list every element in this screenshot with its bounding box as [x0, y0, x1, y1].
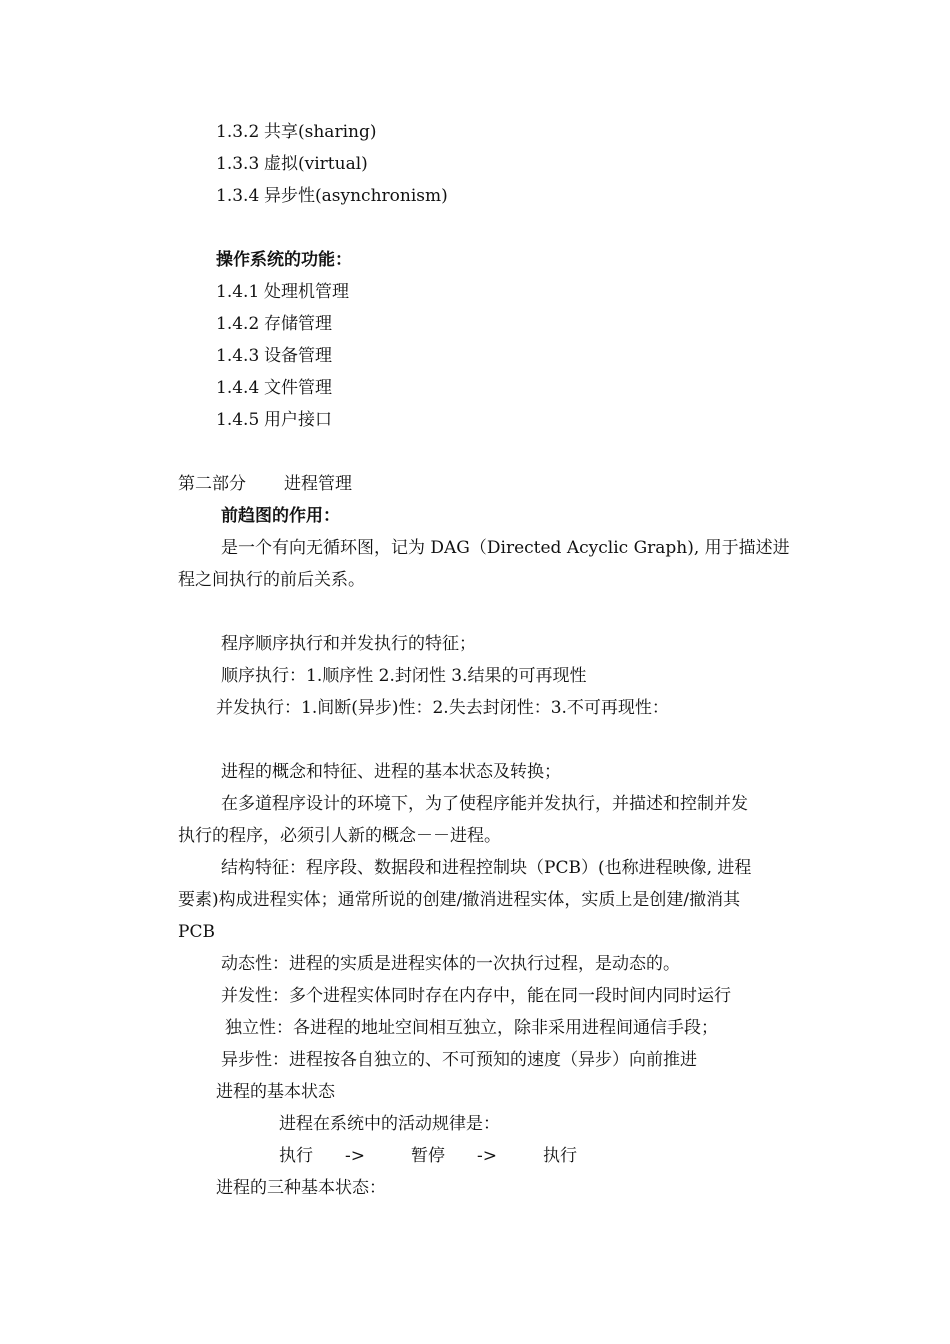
- three-states-heading: 进程的三种基本状态：: [216, 1178, 386, 1198]
- item-number: 1.4.4: [216, 378, 260, 398]
- activity-rule: 进程在系统中的活动规律是：: [279, 1114, 500, 1134]
- paragraph-line: 要素)构成进程实体；通常所说的创建/撤消进程实体，实质上是创建/撤消其: [178, 890, 741, 910]
- feature-concurrent: 并发性：多个进程实体同时存在内存中，能在同一段时间内同时运行: [221, 986, 731, 1006]
- item-text: 用户接口: [264, 410, 332, 430]
- item-text: 异步性(asynchronism): [264, 186, 448, 206]
- list-item: [216, 153, 368, 175]
- list-item: [216, 313, 332, 335]
- item-text: 文件管理: [264, 378, 332, 398]
- item-text: 设备管理: [264, 346, 332, 366]
- item-text: 存储管理: [264, 314, 332, 334]
- list-item: [216, 185, 448, 207]
- item-text: 虚拟(virtual): [264, 154, 368, 174]
- flow-arrow: ->: [477, 1146, 497, 1166]
- item-number: 1.4.5: [216, 410, 260, 430]
- paragraph-line: 程之间执行的前后关系。: [178, 570, 365, 590]
- item-number: 1.3.4: [216, 186, 260, 206]
- part-label: 第二部分: [178, 474, 246, 494]
- paragraph-line: 结构特征：程序段、数据段和进程控制块（PCB）(也称进程映像, 进程: [221, 858, 752, 878]
- flow-step: 执行: [279, 1146, 313, 1166]
- section-heading: [178, 473, 352, 495]
- feature-asynchronous: 异步性：进程按各自独立的、不可预知的速度（异步）向前推进: [221, 1050, 697, 1070]
- paragraph-line: 是一个有向无循环图，记为 DAG（Directed Acyclic Graph), 用于描述进: [221, 538, 790, 558]
- list-item: [216, 409, 332, 431]
- item-number: 1.3.2: [216, 122, 260, 142]
- concurrent-exec: 并发执行：1.间断(异步)性：2.失去封闭性：3.不可再现性：: [216, 698, 669, 718]
- feature-dynamic: 动态性：进程的实质是进程实体的一次执行过程，是动态的。: [221, 954, 680, 974]
- paragraph-line: 在多道程序设计的环境下，为了使程序能并发执行，并描述和控制并发: [221, 794, 748, 814]
- dag-heading: 前趋图的作用：: [221, 506, 340, 526]
- flow-step: 执行: [543, 1146, 577, 1166]
- item-number: 1.3.3: [216, 154, 260, 174]
- list-item: [216, 121, 376, 143]
- flow-arrow: ->: [345, 1146, 365, 1166]
- os-functions-heading: 操作系统的功能：: [216, 250, 352, 270]
- item-number: 1.4.3: [216, 346, 260, 366]
- state-flow: [279, 1145, 577, 1167]
- exec-heading: 程序顺序执行和并发执行的特征；: [221, 634, 476, 654]
- feature-independent: 独立性：各进程的地址空间相互独立，除非采用进程间通信手段；: [225, 1018, 718, 1038]
- paragraph-line: 执行的程序，必须引人新的概念－－进程。: [178, 826, 501, 846]
- flow-step: 暂停: [411, 1146, 445, 1166]
- part-title: 进程管理: [284, 474, 352, 494]
- concept-heading: 进程的概念和特征、进程的基本状态及转换；: [221, 762, 561, 782]
- list-item: [216, 281, 349, 303]
- list-item: [216, 345, 332, 367]
- paragraph-line: PCB: [178, 922, 215, 942]
- item-number: 1.4.1: [216, 282, 260, 302]
- item-text: 处理机管理: [264, 282, 349, 302]
- item-number: 1.4.2: [216, 314, 260, 334]
- list-item: [216, 377, 332, 399]
- sequential-exec: 顺序执行：1.顺序性 2.封闭性 3.结果的可再现性: [221, 666, 587, 686]
- basic-state-heading: 进程的基本状态: [216, 1082, 335, 1102]
- item-text: 共享(sharing): [264, 122, 377, 142]
